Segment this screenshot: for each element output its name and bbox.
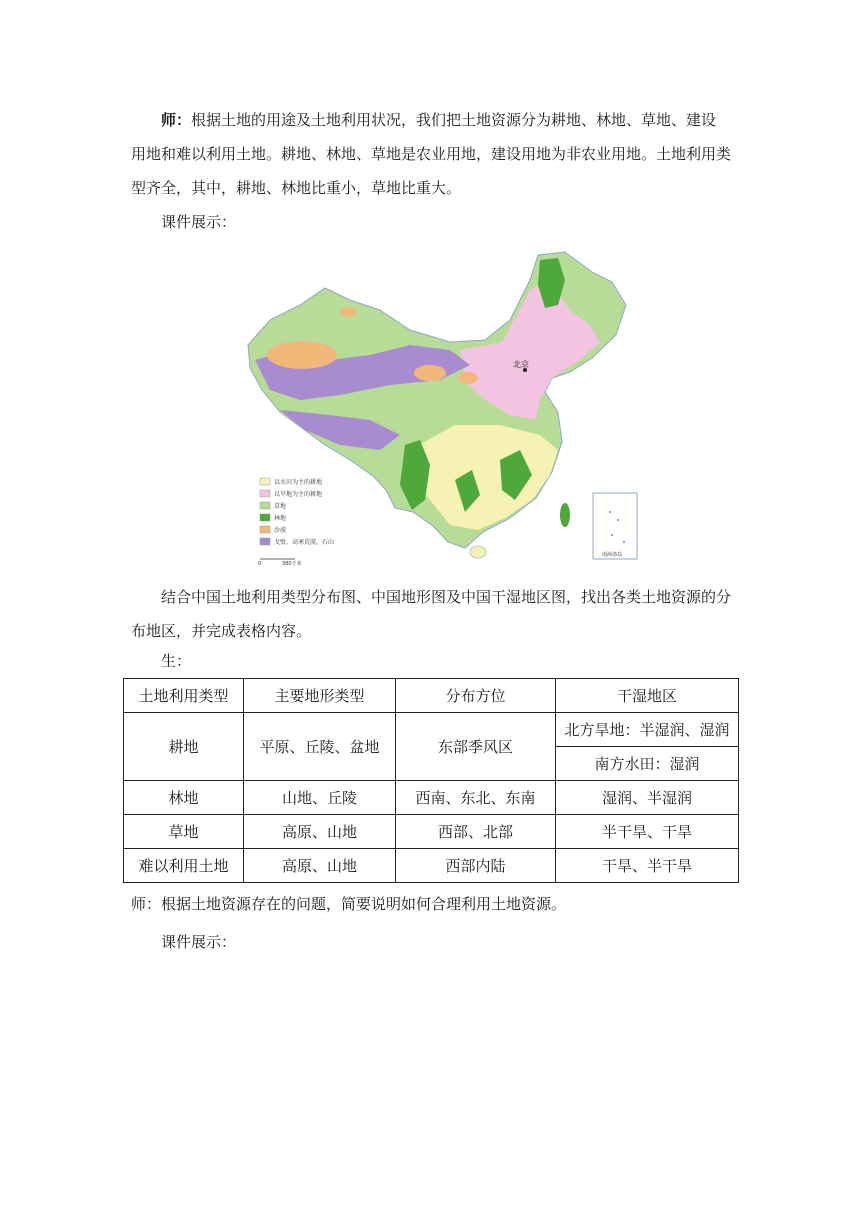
- table-cell: 干旱、半干旱: [556, 849, 739, 883]
- inset-island: [623, 541, 625, 543]
- map-region-desert-2: [414, 365, 446, 381]
- legend-label: 以水田为主的耕地: [274, 479, 323, 486]
- legend-swatch: [260, 478, 270, 485]
- legend-swatch: [260, 490, 270, 497]
- map-region-desert-taklamakan: [267, 341, 337, 369]
- map-region-desert-4: [340, 307, 356, 317]
- legend-label: 戈壁、高寒荒漠、石山: [274, 539, 335, 546]
- inset-island: [609, 511, 611, 513]
- table-header-row: [124, 679, 739, 713]
- scale-label: 380千米: [282, 561, 302, 567]
- table-cell: 半干旱、干旱: [556, 815, 739, 849]
- table-header-cell: 干湿地区: [556, 679, 739, 713]
- legend-label: 沙漠: [274, 527, 287, 534]
- table-cell: 高原、山地: [244, 815, 396, 849]
- teacher-paragraph-2: 师：根据土地资源存在的问题，简要说明如何合理利用土地资源。: [131, 895, 567, 913]
- table-cell: 高原、山地: [244, 849, 396, 883]
- legend-label: 草地: [274, 503, 287, 510]
- table-cell: 湿润、半湿润: [556, 781, 739, 815]
- table-cell: 西南、东北、东南: [396, 781, 556, 815]
- table-cell: 平原、丘陵、盆地: [244, 713, 396, 781]
- table-cell: 西部、北部: [396, 815, 556, 849]
- map-legend: [260, 478, 334, 546]
- table-cell: 西部内陆: [396, 849, 556, 883]
- beijing-label: 北京: [513, 360, 529, 369]
- table-cell: 东部季风区: [396, 713, 556, 781]
- china-land-use-map: [240, 250, 640, 570]
- table-row: [124, 713, 739, 747]
- courseware-label-1: 课件展示：: [161, 213, 237, 231]
- map-region-desert-3: [458, 372, 478, 384]
- teacher-paragraph-1-text: 根据土地的用途及土地利用状况，我们把土地资源分为耕地、林地、草地、建设用地和难以利用土地。耕地、林地、草地是农业用地，建设用地为非农业用地。土地利用类型齐全，其中，耕地、林地比重小，草地比重大。: [131, 111, 732, 197]
- instruction-paragraph: 结合中国土地利用类型分布图、中国地形图及中国干湿地区图，找出各类土地资源的分布地区，并完成表格内容。: [131, 588, 732, 640]
- south-china-sea-inset: [593, 493, 637, 559]
- inset-island: [611, 534, 613, 536]
- teacher-speaker-label: 师：: [161, 111, 192, 129]
- legend-swatch: [260, 502, 270, 509]
- teacher-paragraph-1: [131, 103, 731, 205]
- table-header-cell: 土地利用类型: [124, 679, 244, 713]
- land-use-table: [123, 678, 739, 883]
- map-taiwan: [560, 503, 570, 527]
- table-header-cell: 主要地形类型: [244, 679, 396, 713]
- table-cell: 林地: [124, 781, 244, 815]
- table-cell: 北方旱地：半湿润、湿润: [556, 713, 739, 747]
- table-cell: 难以利用土地: [124, 849, 244, 883]
- legend-label: 林地: [274, 515, 287, 522]
- legend-label: 以旱地为主的耕地: [274, 491, 323, 498]
- student-label: 生：: [161, 652, 192, 670]
- map-hainan: [470, 546, 486, 558]
- table-row: [124, 849, 739, 883]
- table-cell: 草地: [124, 815, 244, 849]
- legend-swatch: [260, 538, 270, 545]
- table-cell: 南方水田：湿润: [556, 747, 739, 781]
- table-row: [124, 815, 739, 849]
- inset-island: [617, 519, 619, 521]
- legend-swatch: [260, 514, 270, 521]
- table-row: [124, 781, 739, 815]
- table-header-cell: 分布方位: [396, 679, 556, 713]
- scale-zero: 0: [258, 561, 262, 567]
- table-cell: 山地、丘陵: [244, 781, 396, 815]
- legend-swatch: [260, 526, 270, 533]
- inset-label: 南海诸岛: [602, 552, 623, 558]
- courseware-label-2: 课件展示：: [161, 933, 237, 951]
- table-cell: 耕地: [124, 713, 244, 781]
